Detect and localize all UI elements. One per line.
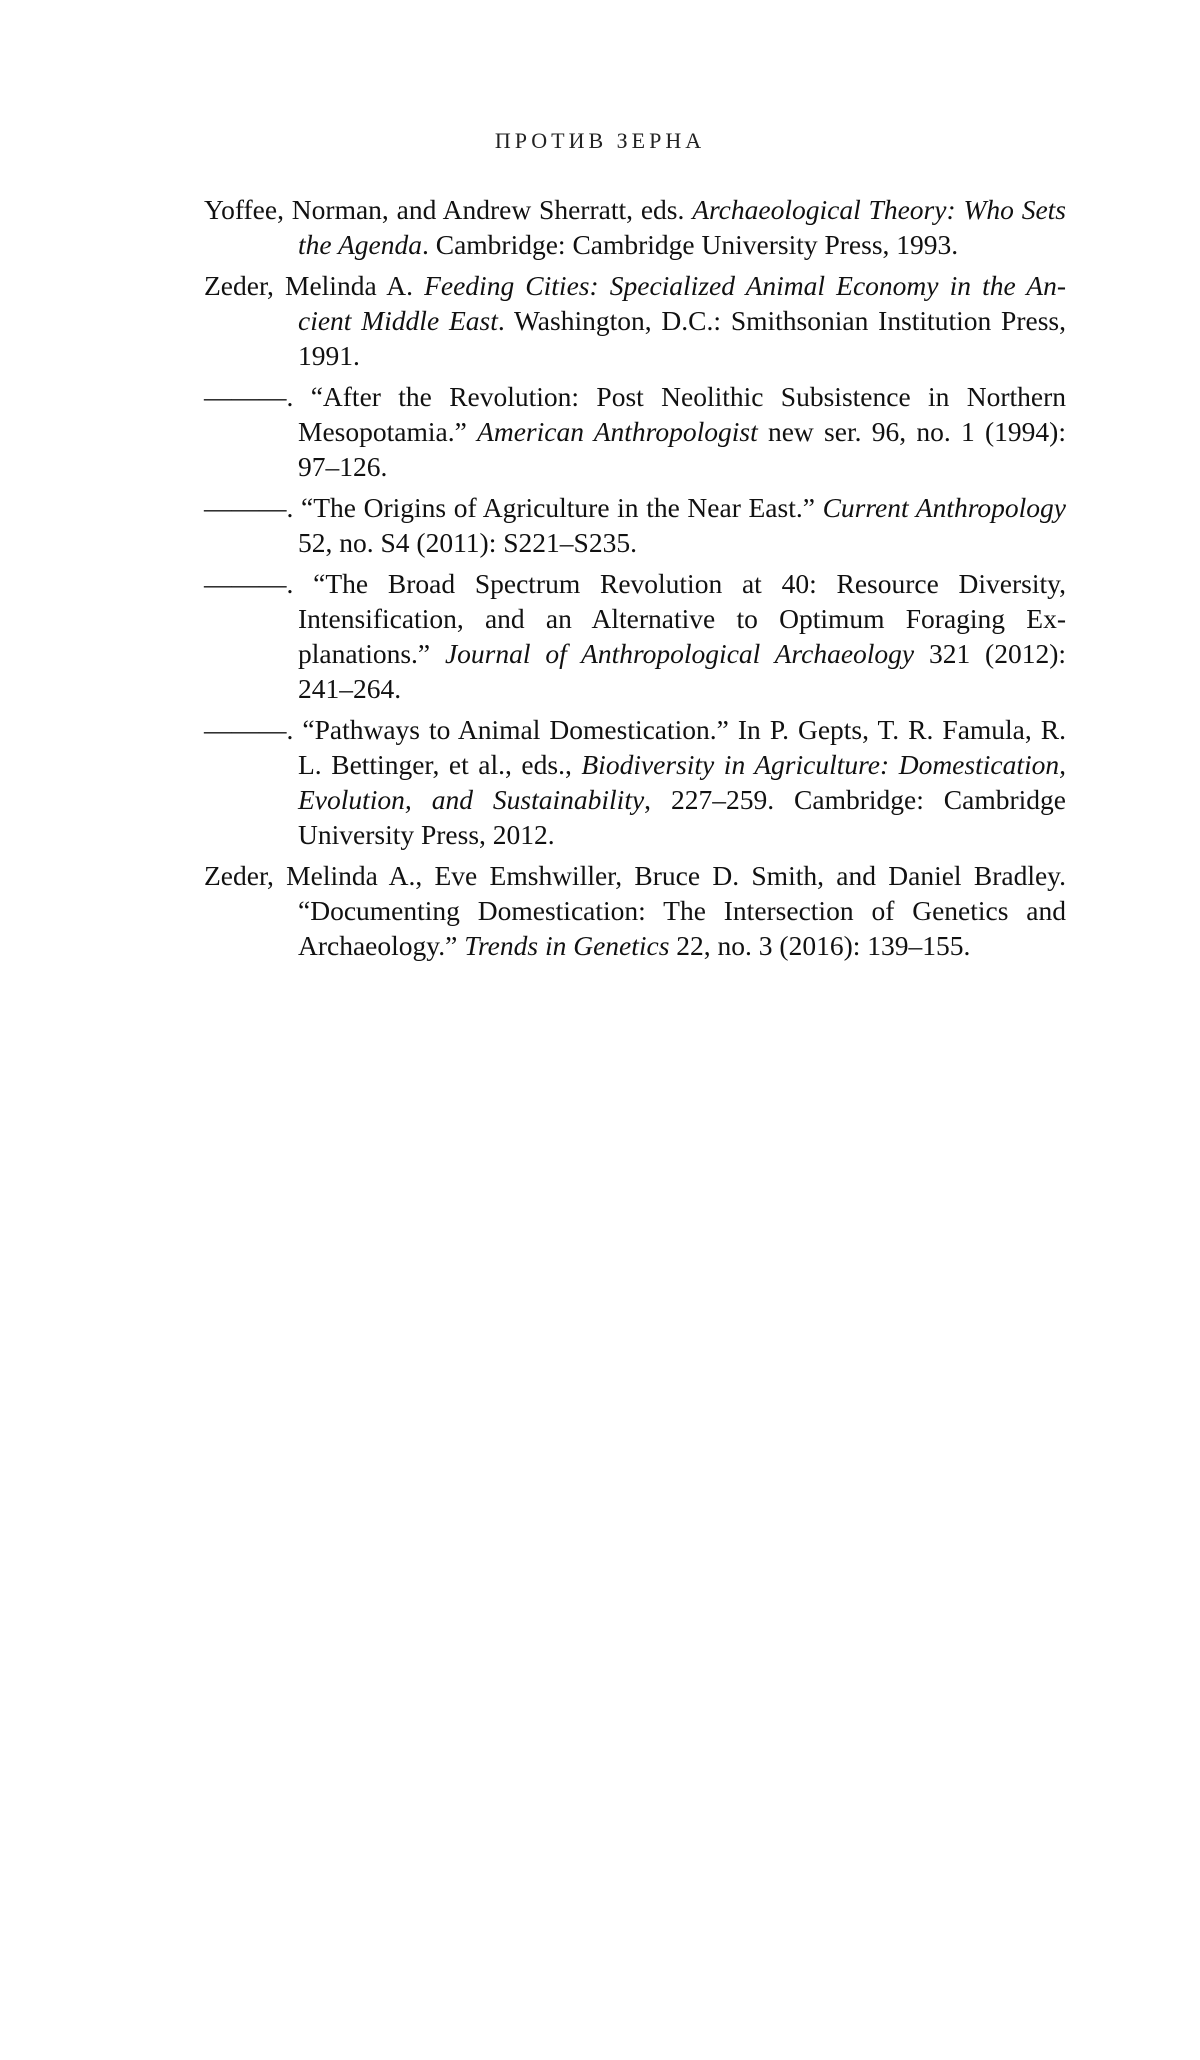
entry-text: 52, no. S4 (2011): S221–S235.: [298, 527, 637, 558]
bibliography-list: [204, 192, 1066, 969]
entry-text: . Washington, D.C.: Smithsonian Institution Press, 1991.: [298, 305, 1066, 371]
entry-title-italic: Biodiversity in Agriculture: Domestication, Evolution, and Sustainability: [298, 749, 1066, 815]
bibliography-entry: [204, 192, 1066, 262]
entry-text: new ser. 96, no. 1 (1994): 97–126.: [298, 416, 1066, 482]
bibliography-entry: [204, 858, 1066, 963]
entry-text: , 227–259. Cambridge: Cambridge University Press, 2012.: [298, 784, 1066, 850]
entry-title-italic: Current Anthropology: [822, 492, 1067, 523]
entry-text: ———. “The Broad Spectrum Revolution at 40: Resource Diversity, Intensification, and an Alternative to Optimum Foraging Explanations.”: [204, 568, 1066, 669]
entry-text: . Cambridge: Cambridge University Press, 1993.: [421, 229, 959, 260]
entry-text: Yoffee, Norman, and Andrew Sherratt, eds.: [204, 194, 693, 225]
bibliography-entry: [204, 566, 1066, 706]
entry-text: ———. “After the Revolution: Post Neolithic Subsistence in Northern Mesopotamia.”: [204, 381, 1066, 447]
entry-text: Zeder, Melinda A.: [204, 270, 425, 301]
running-head: ПРОТИВ ЗЕРНА: [494, 128, 706, 153]
entry-text: ———. “Pathways to Animal Domestication.” In P. Gepts, T. R. Famula, R. L. Bettinger, et al., eds.,: [204, 714, 1066, 780]
bibliography-entry: [204, 268, 1066, 373]
entry-text: 321 (2012): 241–264.: [298, 638, 1066, 704]
bibliography-entry: [204, 490, 1066, 560]
entry-title-italic: Journal of Anthropological Archaeology: [444, 638, 915, 669]
entry-text: Zeder, Melinda A., Eve Emshwiller, Bruce D. Smith, and Daniel Bradley. “Documenting Domestication: The Intersection of Genetics and Archaeology.”: [204, 860, 1066, 961]
entry-title-italic: Feeding Cities: Specialized Animal Economy in the Ancient Middle East: [298, 270, 1066, 336]
entry-title-italic: Archaeological Theory: Who Sets the Agenda: [298, 194, 1066, 260]
entry-title-italic: American Anthropologist: [477, 416, 758, 447]
entry-text: ———. “The Origins of Agriculture in the Near East.”: [204, 492, 823, 523]
bibliography-entry: [204, 712, 1066, 852]
bibliography-entry: [204, 379, 1066, 484]
entry-title-italic: Trends in Genetics: [464, 930, 670, 961]
entry-text: 22, no. 3 (2016): 139–155.: [669, 930, 971, 961]
